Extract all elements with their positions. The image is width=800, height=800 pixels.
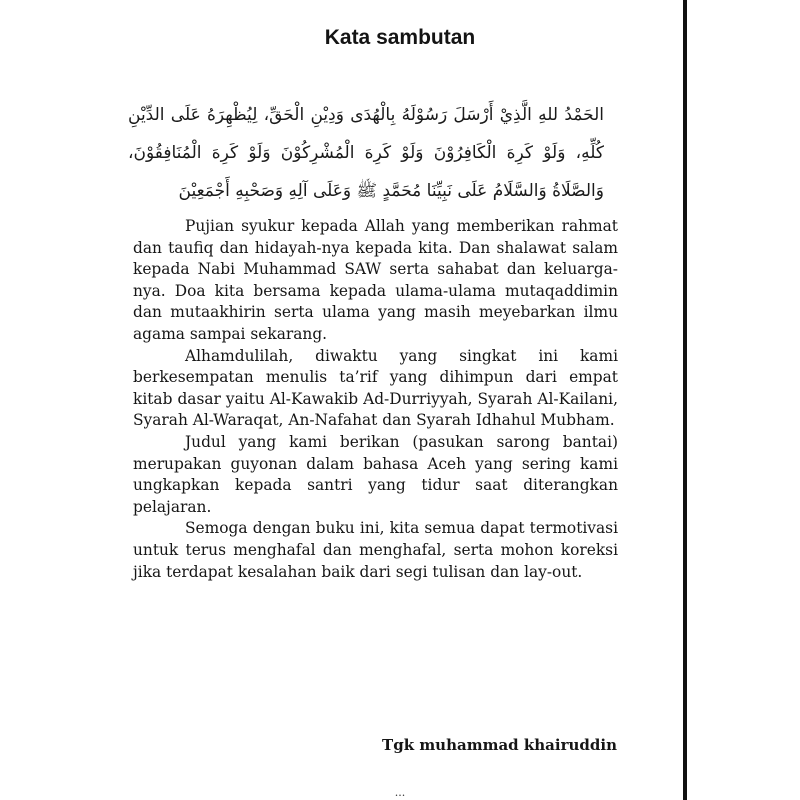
- page-title: Kata sambutan: [324, 26, 476, 49]
- paragraph-3: Judul yang kami berikan (pasukan sarong bantai) merupakan guyonan dalam bahasa Aceh yang sering kami ungkapkan kepada santri yang tidur saat diterangkan pelajaran.: [133, 432, 618, 516]
- arabic-opening-text: الحَمْدُ للهِ الَّذِيْ أَرْسَلَ رَسُوْلَهُ بِالْهُدَى وَدِيْنِ الْحَقِّ، لِيُظْهِرَهُ عَلَى الدِّيْنِ كُلِّهِ، وَلَوْ كَرِهَ الْكَافِرُوْنَ وَلَوْ كَرِهَ الْمُشْرِكُوْنَ وَلَوْ كَرِهَ الْمُنَافِقُوْنَ، وَالصَّلَاةُ وَالسَّلَامُ عَلَى نَبِيِّنَا مُحَمَّدٍ ﷺ وَعَلَى آلِهِ وَصَحْبِهِ أَجْمَعِيْنَ: [128, 105, 604, 201]
- signature: Tgk muhammad khairuddin: [382, 736, 617, 754]
- body-text: [133, 216, 618, 583]
- paragraph-1: Pujian syukur kepada Allah yang memberikan rahmat dan taufiq dan hidayah-nya kepada kita. Dan shalawat salam kepada Nabi Muhammad SAW serta sahabat dan keluarga-nya. Doa kita bersama kepada ulama-ulama mutaqaddimin dan mutaakhirin serta ulama yang masih meyebarkan ilmu agama sampai sekarang.: [133, 217, 618, 343]
- paragraph-4: Semoga dengan buku ini, kita semua dapat termotivasi untuk terus menghafal dan menghafal, serta mohon koreksi jika terdapat kesalahan baik dari segi tulisan dan lay-out.: [133, 519, 618, 581]
- page-marker: ...: [394, 786, 406, 799]
- paragraph-2: Alhamdulilah, diwaktu yang singkat ini kami berkesempatan menulis ta’rif yang dihimpun dari empat kitab dasar yaitu Al-Kawakib Ad-Durriyyah, Syarah Al-Kailani, Syarah Al-Waraqat, An-Nafahat dan Syarah Idhahul Mubham.: [133, 346, 618, 430]
- page-edge-rule: [683, 0, 687, 800]
